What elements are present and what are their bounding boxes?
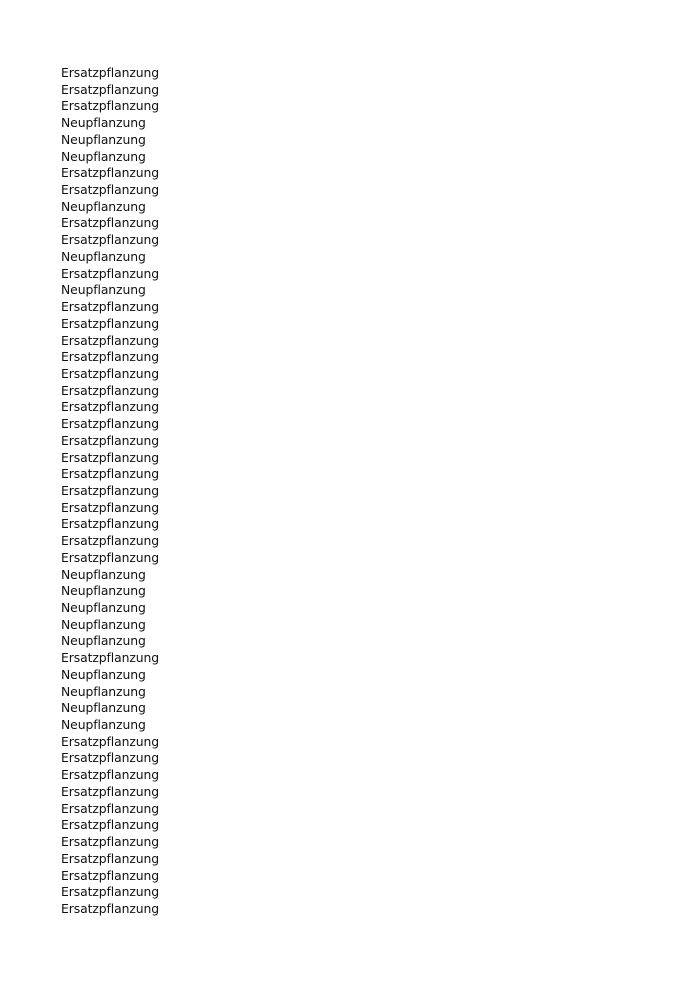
list-item: Ersatzpflanzung — [61, 65, 160, 80]
list-item: Ersatzpflanzung — [61, 215, 160, 231]
list-item: Ersatzpflanzung — [61, 299, 160, 315]
planting-type-list — [61, 65, 159, 918]
list-item: Ersatzpflanzung — [61, 549, 160, 565]
list-item: Ersatzpflanzung — [61, 349, 160, 365]
list-item: Ersatzpflanzung — [61, 365, 160, 381]
list-item: Ersatzpflanzung — [61, 482, 160, 498]
list-item: Neupflanzung — [61, 583, 146, 599]
list-item: Ersatzpflanzung — [61, 399, 160, 415]
list-item: Ersatzpflanzung — [61, 265, 160, 281]
list-item: Ersatzpflanzung — [61, 884, 160, 900]
list-item: Ersatzpflanzung — [61, 533, 160, 549]
list-item: Neupflanzung — [61, 666, 146, 682]
list-item: Neupflanzung — [61, 616, 146, 632]
list-item: Ersatzpflanzung — [61, 315, 160, 331]
list-item: Neupflanzung — [61, 198, 146, 214]
list-item: Ersatzpflanzung — [61, 767, 160, 783]
list-item: Ersatzpflanzung — [61, 900, 160, 916]
list-item: Ersatzpflanzung — [61, 817, 160, 833]
list-item: Ersatzpflanzung — [61, 516, 160, 532]
list-item: Neupflanzung — [61, 566, 146, 582]
list-item: Ersatzpflanzung — [61, 449, 160, 465]
list-item: Ersatzpflanzung — [61, 834, 160, 850]
list-item: Ersatzpflanzung — [61, 382, 160, 398]
list-item: Ersatzpflanzung — [61, 332, 160, 348]
list-item: Ersatzpflanzung — [61, 165, 160, 181]
list-item: Ersatzpflanzung — [61, 98, 160, 114]
list-item: Ersatzpflanzung — [61, 81, 160, 97]
list-item: Neupflanzung — [61, 683, 146, 699]
list-item: Ersatzpflanzung — [61, 783, 160, 799]
list-item: Neupflanzung — [61, 131, 146, 147]
list-item: Neupflanzung — [61, 115, 146, 131]
list-item: Ersatzpflanzung — [61, 432, 160, 448]
list-item: Neupflanzung — [61, 282, 146, 298]
list-item: Ersatzpflanzung — [61, 733, 160, 749]
list-item: Neupflanzung — [61, 717, 146, 733]
list-item: Neupflanzung — [61, 148, 146, 164]
list-item: Ersatzpflanzung — [61, 232, 160, 248]
list-item: Neupflanzung — [61, 633, 146, 649]
list-item: Ersatzpflanzung — [61, 867, 160, 883]
list-item: Ersatzpflanzung — [61, 800, 160, 816]
list-item: Ersatzpflanzung — [61, 750, 160, 766]
list-item: Ersatzpflanzung — [61, 416, 160, 432]
list-item: Ersatzpflanzung — [61, 850, 160, 866]
list-item: Ersatzpflanzung — [61, 182, 160, 198]
list-item: Ersatzpflanzung — [61, 499, 160, 515]
list-item: Neupflanzung — [61, 700, 146, 716]
list-item: Ersatzpflanzung — [61, 466, 160, 482]
list-item: Neupflanzung — [61, 248, 146, 264]
list-item: Neupflanzung — [61, 600, 146, 615]
list-item: Ersatzpflanzung — [61, 650, 160, 666]
